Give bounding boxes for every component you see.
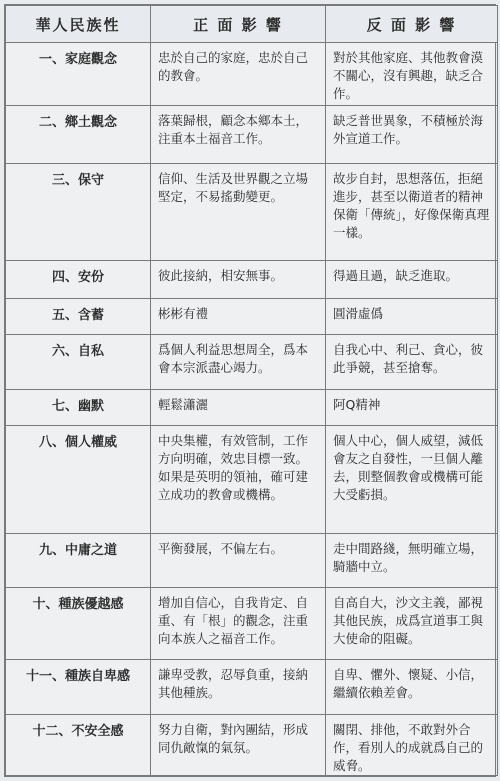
trait-cell: 十一、種族自卑感	[6, 660, 151, 715]
trait-cell: 十、種族優越感	[6, 588, 151, 660]
positive-cell: 謙卑受教，忍辱負重，接納其他種族。	[151, 660, 326, 715]
header-row	[6, 6, 498, 43]
positive-cell: 信仰、生活及世界觀之立場堅定，不易搖動變更。	[151, 164, 326, 261]
negative-cell: 圓滑虛僞	[326, 299, 498, 335]
table-row	[6, 43, 498, 106]
positive-cell: 彼此接納，相安無事。	[151, 261, 326, 299]
trait-cell: 八、個人權威	[6, 426, 151, 534]
negative-cell: 阿Q精神	[326, 390, 498, 426]
table-row	[6, 164, 498, 261]
positive-cell: 落葉歸根，顧念本鄉本土，注重本土福音工作。	[151, 106, 326, 164]
table-row	[6, 261, 498, 299]
trait-cell: 五、含蓄	[6, 299, 151, 335]
negative-cell: 關閉、排他，不敢對外合作，看別人的成就爲自己的威脅。	[326, 715, 498, 776]
table-row	[6, 534, 498, 588]
negative-cell: 缺乏普世異象，不積極於海外宣道工作。	[326, 106, 498, 164]
table-row	[6, 106, 498, 164]
traits-table	[5, 5, 498, 776]
table-row	[6, 335, 498, 390]
negative-cell: 故步自封，思想落伍，拒絕進步，甚至以衛道者的精神保衛「傳統」，好像保衛真理一樣。	[326, 164, 498, 261]
negative-cell: 走中間路綫，無明確立場，騎牆中立。	[326, 534, 498, 588]
trait-cell: 七、幽默	[6, 390, 151, 426]
document-page	[4, 4, 496, 777]
table-row	[6, 299, 498, 335]
trait-cell: 九、中庸之道	[6, 534, 151, 588]
positive-cell: 增加自信心，自我肯定、自重、有「根」的觀念，注重向本族人之福音工作。	[151, 588, 326, 660]
positive-cell: 彬彬有禮	[151, 299, 326, 335]
trait-cell: 三、保守	[6, 164, 151, 261]
negative-cell: 對於其他家庭、其他教會漠不關心，沒有興趣，缺乏合作。	[326, 43, 498, 106]
trait-cell: 二、鄉土觀念	[6, 106, 151, 164]
positive-cell: 爲個人利益思想周全，爲本會本宗派盡心竭力。	[151, 335, 326, 390]
negative-cell: 自卑、懼外、懷疑、小信，繼續依賴差會。	[326, 660, 498, 715]
negative-cell: 得過且過，缺乏進取。	[326, 261, 498, 299]
positive-cell: 平衡發展，不偏左右。	[151, 534, 326, 588]
header-positive: 正 面 影 響	[151, 6, 326, 43]
table-row	[6, 660, 498, 715]
table-row	[6, 390, 498, 426]
trait-cell: 一、家庭觀念	[6, 43, 151, 106]
positive-cell: 努力自衛，對內團結，形成同仇敵愾的氣氛。	[151, 715, 326, 776]
table-row	[6, 588, 498, 660]
negative-cell: 自高自大，沙文主義，鄙視其他民族，成爲宣道事工與大使命的阻礙。	[326, 588, 498, 660]
positive-cell: 中央集權，有效管制，工作方向明確，效忠目標一致。如果是英明的領袖，確可建立成功的教會或機構。	[151, 426, 326, 534]
trait-cell: 六、自私	[6, 335, 151, 390]
header-negative: 反 面 影 響	[326, 6, 498, 43]
positive-cell: 忠於自己的家庭，忠於自己的教會。	[151, 43, 326, 106]
negative-cell: 自我心中、利己、貪心，彼此爭競，甚至搶奪。	[326, 335, 498, 390]
trait-cell: 四、安份	[6, 261, 151, 299]
positive-cell: 輕鬆瀟灑	[151, 390, 326, 426]
table-row	[6, 426, 498, 534]
table-row	[6, 715, 498, 776]
negative-cell: 個人中心，個人威望，減低會友之自發性，一旦個人離去，則整個教會或機構可能大受虧損。	[326, 426, 498, 534]
header-trait: 華人民族性	[6, 6, 151, 43]
trait-cell: 十二、不安全感	[6, 715, 151, 776]
